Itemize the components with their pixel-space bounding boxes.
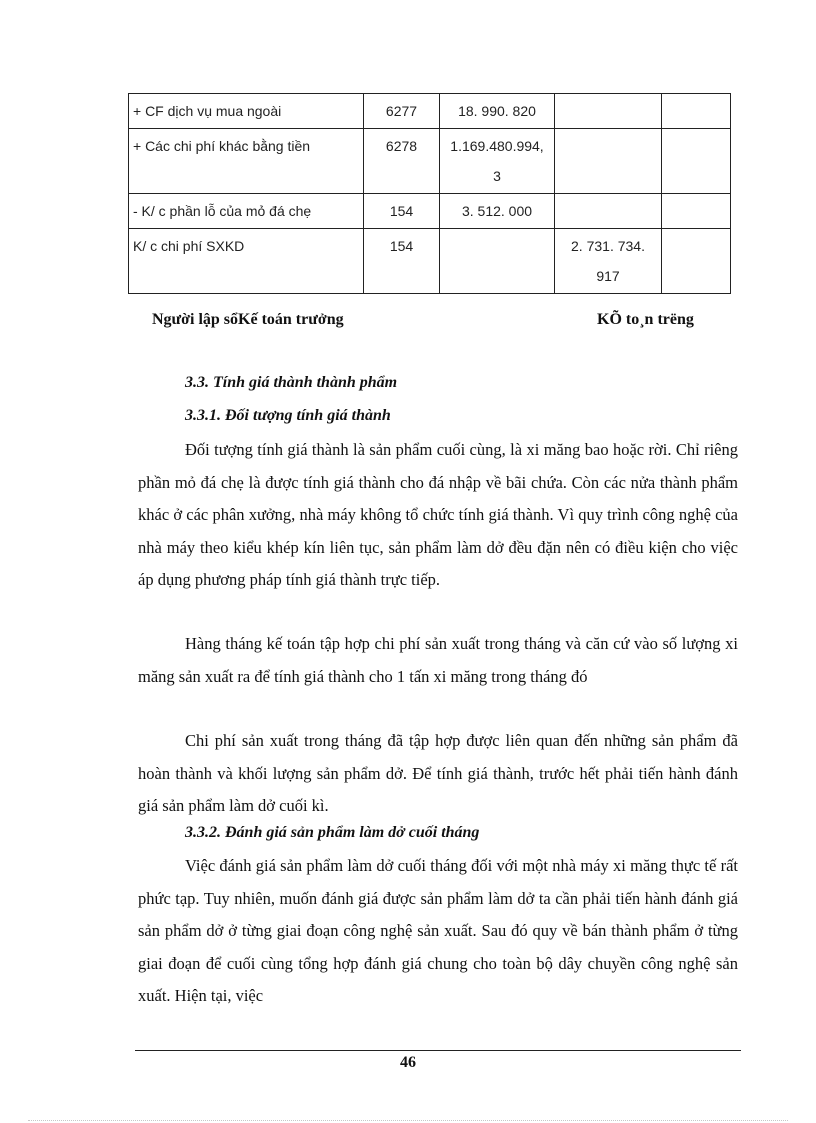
- row-debit: 1.169.480.994, 3: [440, 129, 555, 194]
- row-credit: [555, 129, 662, 194]
- section-heading-3-3-1: 3.3.1. Đối tượng tính giá thành: [185, 407, 391, 424]
- signature-chief-accountant-label: KÕ to¸n trëng: [597, 311, 694, 328]
- paragraph: Hàng tháng kế toán tập hợp chi phí sản xuất trong tháng và căn cứ vào số lượng xi măng sản xuất ra để tính giá thành cho 1 tấn xi măng trong tháng đó: [138, 634, 738, 686]
- row-debit: [440, 229, 555, 294]
- row-extra: [662, 194, 731, 229]
- row-account: 154: [364, 229, 440, 294]
- section-heading-3-3-2: 3.3.2. Đánh giá sản phẩm làm dở cuối tháng: [185, 824, 480, 841]
- ledger-table: [128, 93, 731, 294]
- row-description: K/ c chi phí SXKD: [129, 229, 364, 294]
- row-extra: [662, 94, 731, 129]
- row-account: 6277: [364, 94, 440, 129]
- row-credit: [555, 94, 662, 129]
- row-description: + Các chi phí khác bằng tiền: [129, 129, 364, 194]
- table-row: [129, 229, 731, 294]
- row-extra: [662, 229, 731, 294]
- row-description: + CF dịch vụ mua ngoài: [129, 94, 364, 129]
- row-credit: [555, 194, 662, 229]
- row-account: 6278: [364, 129, 440, 194]
- page-bottom-edge: [28, 1120, 788, 1121]
- footer-divider: [135, 1050, 741, 1051]
- row-debit: 3. 512. 000: [440, 194, 555, 229]
- row-extra: [662, 129, 731, 194]
- table-row: [129, 94, 731, 129]
- paragraph: Đối tượng tính giá thành là sản phẩm cuối cùng, là xi măng bao hoặc rời. Chỉ riêng phần mỏ đá chẹ là được tính giá thành cho đá nhập về bãi chứa. Còn các nửa thành phẩm khác ở các phân xưởng, nhà máy không tổ chức tính giá thành. Vì quy trình công nghệ của nhà máy theo kiểu khép kín liên tục, sản phẩm làm dở đều đặn nên có điều kiện cho việc áp dụng phương pháp tính giá thành trực tiếp.: [138, 440, 738, 589]
- row-description: - K/ c phần lỗ của mỏ đá chẹ: [129, 194, 364, 229]
- page-number: 46: [400, 1054, 416, 1071]
- paragraph: Việc đánh giá sản phẩm làm dở cuối tháng đối với một nhà máy xi măng thực tế rất phức tạp. Tuy nhiên, muốn đánh giá được sản phẩm làm dở ta cần phải tiến hành đánh giá sản phẩm dở ở từng giai đoạn công nghệ sản xuất. Sau đó quy về bán thành phẩm ở từng giai đoạn để cuối cùng tổng hợp đánh giá chung cho toàn bộ dây chuyền công nghệ sản xuất. Hiện tại, việc: [138, 856, 738, 1005]
- section-heading-3-3: 3.3. Tính giá thành thành phẩm: [185, 374, 398, 391]
- paragraph: Chi phí sản xuất trong tháng đã tập hợp được liên quan đến những sản phẩm đã hoàn thành và khối lượng sản phẩm dở. Để tính giá thành, trước hết phải tiến hành đánh giá sản phẩm làm dở cuối kì.: [138, 731, 738, 815]
- signature-preparer-label: Người lập sổKế toán trưởng: [152, 311, 344, 328]
- row-account: 154: [364, 194, 440, 229]
- row-credit: 2. 731. 734. 917: [555, 229, 662, 294]
- row-debit: 18. 990. 820: [440, 94, 555, 129]
- table-row: [129, 194, 731, 229]
- table-row: [129, 129, 731, 194]
